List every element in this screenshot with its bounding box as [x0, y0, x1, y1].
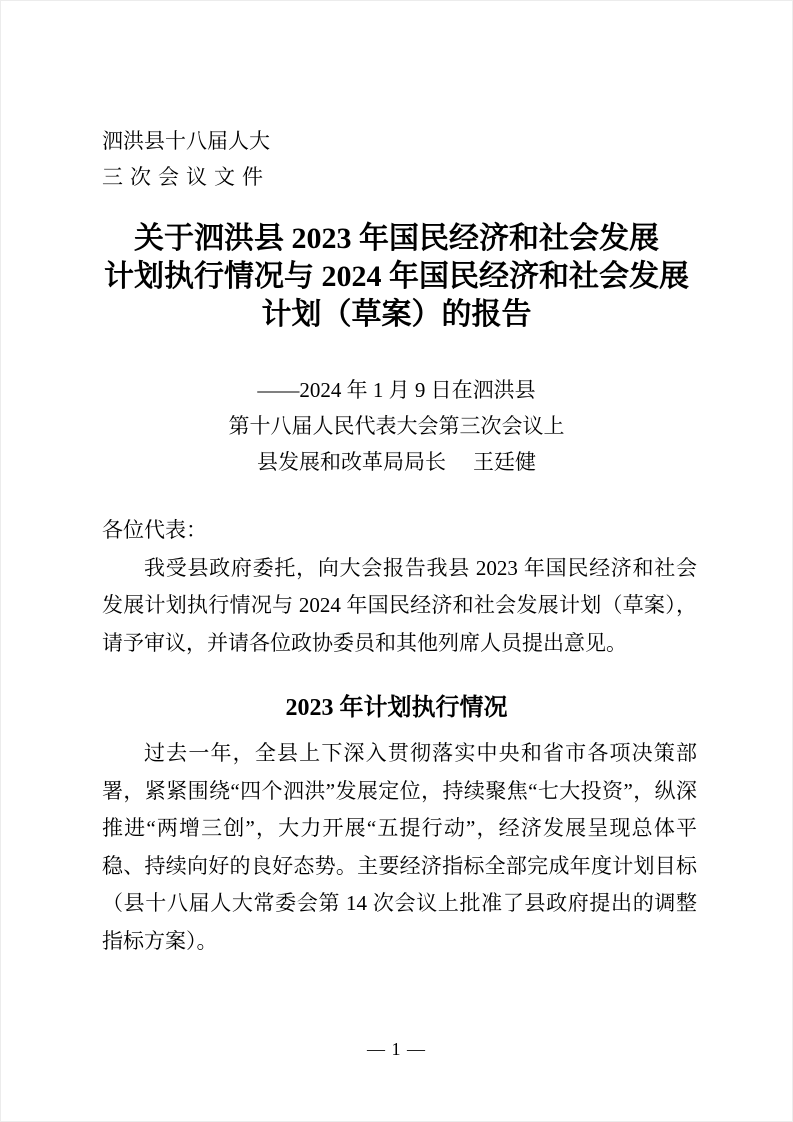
subtitle-date-venue: ——2024 年 1 月 9 日在泗洪县 — [257, 378, 536, 402]
document-subtitle — [1, 372, 792, 480]
paragraph-2: 过去一年，全县上下深入贯彻落实中央和省市各项决策部署，紧紧围绕“四个泗洪”发展定位，持续聚焦“七大投资”，纵深推进“两增三创”，大力开展“五提行动”，经济发展呈现总体平稳、持续向好的良好态势。主要经济指标全部完成年度计划目标（县十八届人大常委会第 14 次会议上批准了县政府提出的调整指标方案）。 — [102, 741, 697, 953]
salutation: 各位代表： — [102, 518, 207, 542]
issuing-organ-line1: 泗洪县十八届人大 — [102, 129, 270, 153]
body-block-2 — [102, 735, 697, 960]
issuing-organ-line2: 三次会议文件 — [102, 165, 270, 189]
page-number: — 1 — — [367, 1039, 426, 1059]
subtitle-meeting: 第十八届人民代表大会第三次会议上 — [228, 414, 565, 438]
body-block-1 — [102, 512, 697, 662]
document-title-line2: 计划执行情况与 2024 年国民经济和社会发展 — [104, 260, 689, 293]
section-heading-2023-plan: 2023 年计划执行情况 — [285, 695, 508, 721]
speaker-title: 县发展和改革局局长 — [257, 450, 446, 474]
subtitle-speaker-line — [1, 444, 792, 480]
document-title-line1: 关于泗洪县 2023 年国民经济和社会发展 — [134, 222, 659, 255]
document-title — [1, 220, 792, 334]
speaker-name: 王廷健 — [473, 450, 536, 474]
issuing-organ-block — [102, 123, 270, 195]
document-title-line3: 计划（草案）的报告 — [261, 298, 532, 331]
paragraph-1: 我受县政府委托，向大会报告我县 2023 年国民经济和社会发展计划执行情况与 2024 年国民经济和社会发展计划（草案），请予审议，并请各位政协委员和其他列席人员提出意见。 — [102, 555, 697, 655]
